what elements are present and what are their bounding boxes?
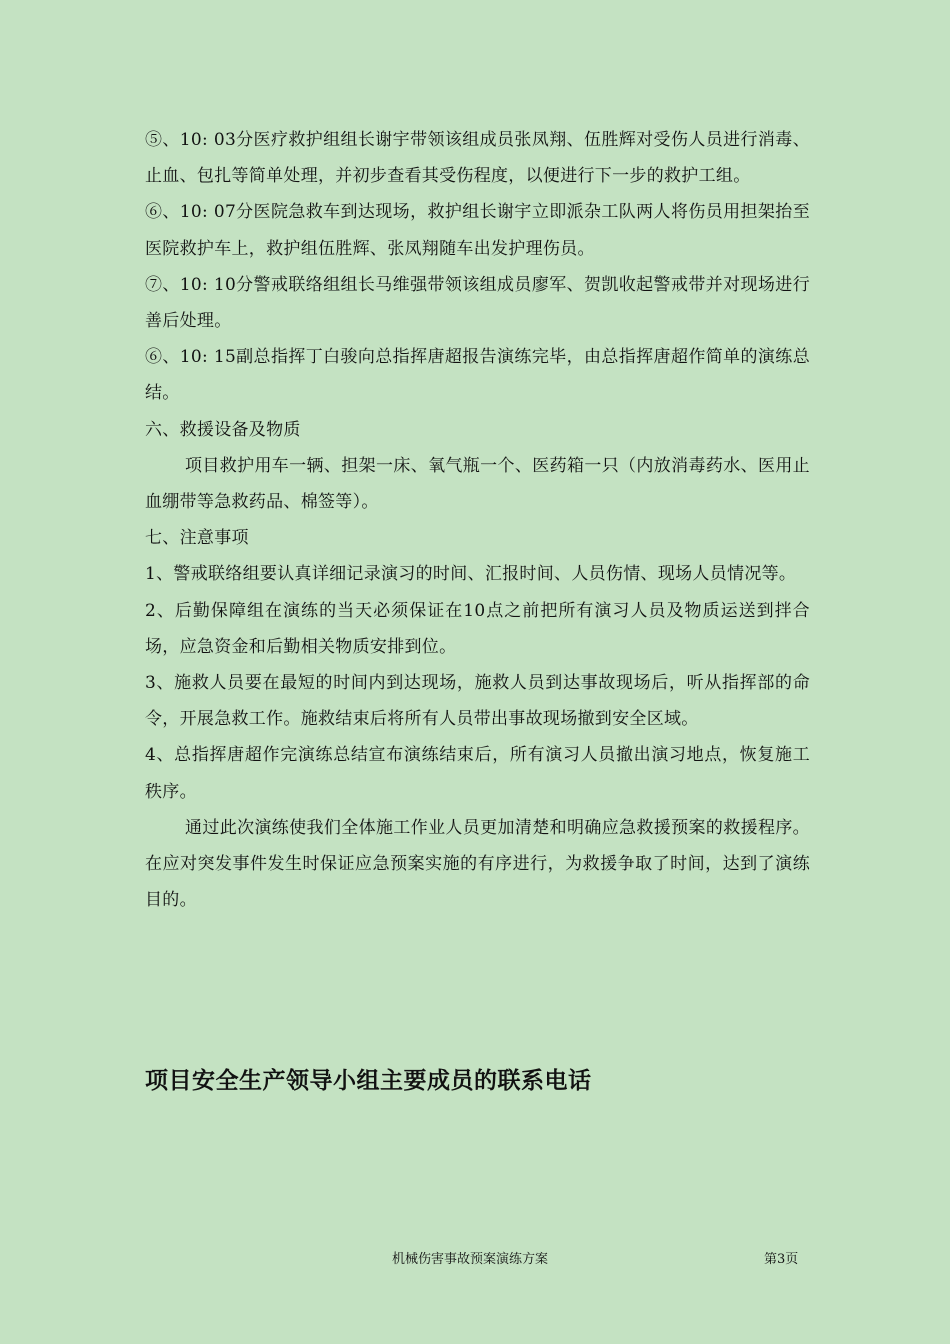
- step-6-paragraph: ⑥、10: 07分医院急救车到达现场，救护组长谢宇立即派杂工队两人将伤员用担架抬至医院救护车上，救护组伍胜辉、张凤翔随车出发护理伤员。: [145, 202, 810, 259]
- footer-title: 机械伤害事故预案演练方案: [392, 1252, 549, 1267]
- section-7-title: 七、注意事项: [145, 528, 249, 549]
- document-body: [145, 122, 810, 918]
- note-3-paragraph: 3、施救人员要在最短的时间内到达现场，施救人员到达事故现场后，听从指挥部的命令，开展急救工作。施救结束后将所有人员带出事故现场撤到安全区域。: [145, 673, 810, 730]
- page-number: 第3页: [764, 1252, 799, 1267]
- step-7-paragraph: ⑦、10: 10分警戒联络组组长马维强带领该组成员廖军、贺凯收起警戒带并对现场进行善后处理。: [145, 274, 810, 332]
- section-6-title: 六、救援设备及物质: [145, 419, 301, 440]
- step-5-paragraph: ⑤、10: 03分医疗救护组组长谢宇带领该组成员张凤翔、伍胜辉对受伤人员进行消毒、止血、包扎等简单处理，并初步查看其受伤程度，以便进行下一步的救护工组。: [145, 130, 810, 187]
- note-4-paragraph: 4、总指挥唐超作完演练总结宣布演练结束后，所有演习人员撤出演习地点，恢复施工秩序。: [145, 745, 810, 802]
- note-1-paragraph: 1、警戒联络组要认真详细记录演习的时间、汇报时间、人员伤情、现场人员情况等。: [145, 564, 797, 585]
- step-8-paragraph: ⑥、10: 15副总指挥丁白骏向总指挥唐超报告演练完毕，由总指挥唐超作简单的演练总结。: [145, 347, 810, 404]
- conclusion-paragraph: 通过此次演练使我们全体施工作业人员更加清楚和明确应急救援预案的救援程序。在应对突发事件发生时保证应急预案实施的有序进行，为救援争取了时间，达到了演练目的。: [145, 817, 810, 911]
- equipment-paragraph: 项目救护用车一辆、担架一床、氧气瓶一个、医药箱一只（内放消毒药水、医用止血绷带等急救药品、棉签等）。: [145, 455, 810, 513]
- section-heading: 项目安全生产领导小组主要成员的联系电话: [145, 1068, 592, 1094]
- note-2-paragraph: 2、后勤保障组在演练的当天必须保证在10点之前把所有演习人员及物质运送到拌合场，应急资金和后勤相关物质安排到位。: [145, 600, 810, 657]
